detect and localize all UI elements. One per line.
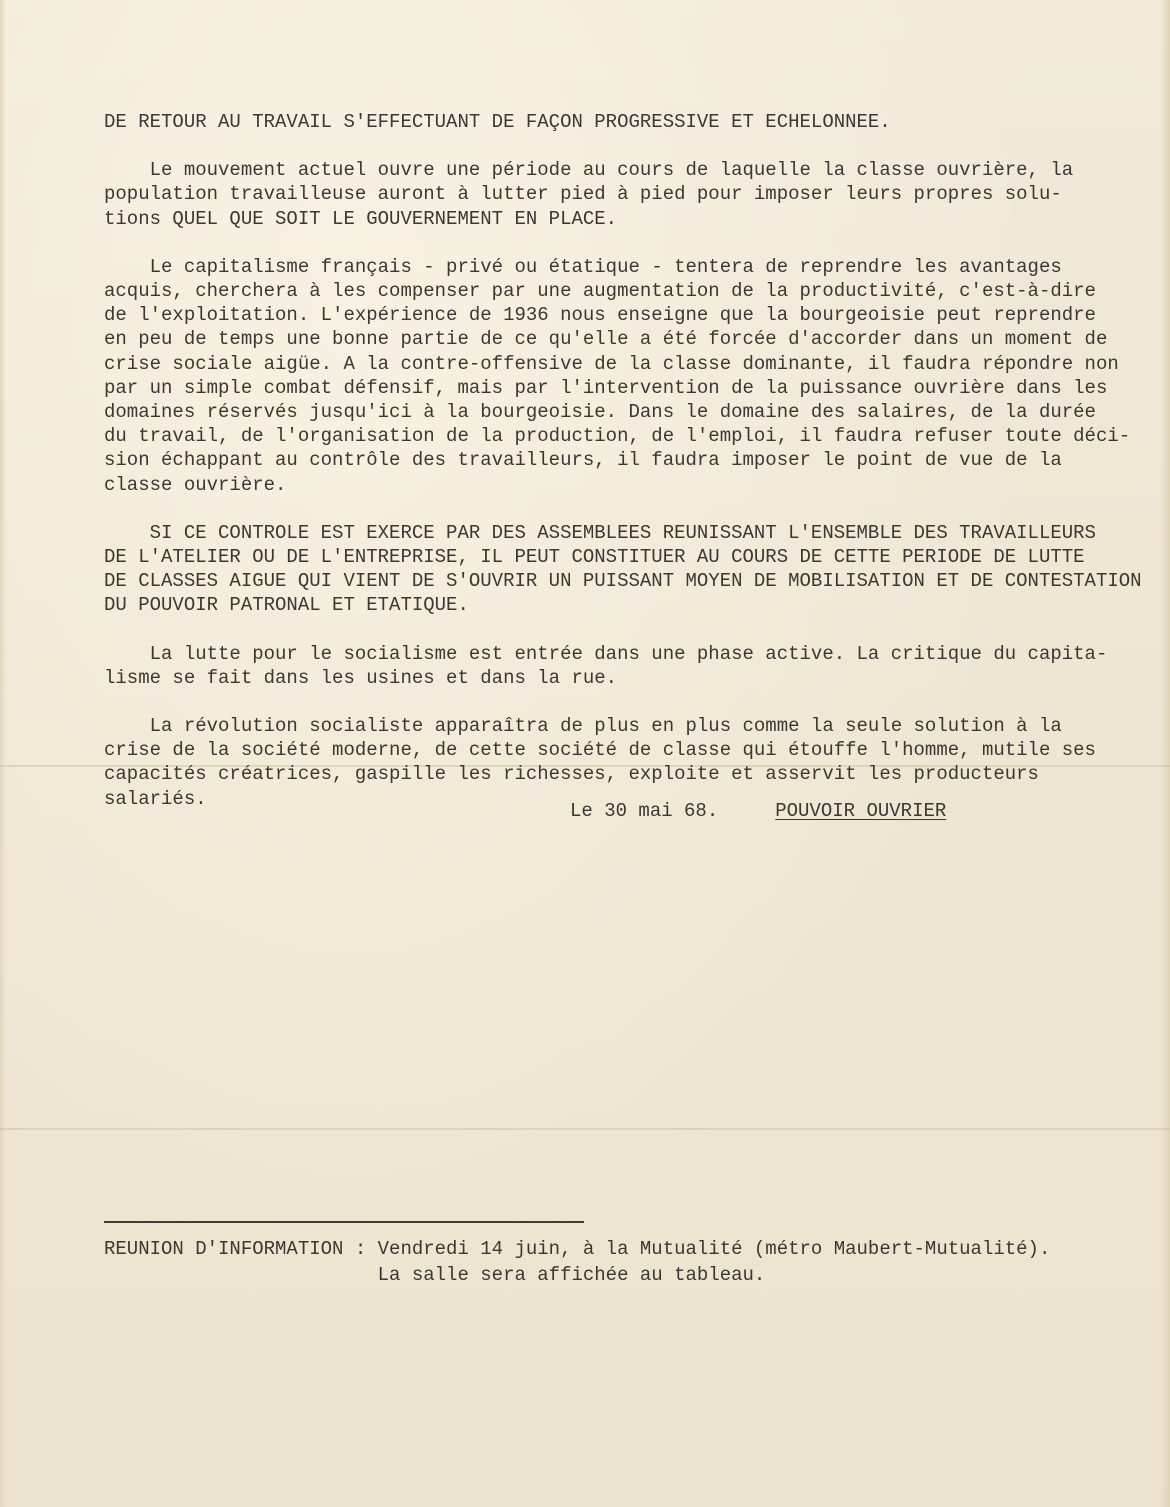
paper-edge-right [1160,0,1170,1507]
paragraph-socialism: La lutte pour le socialisme est entrée dans une phase active. La critique du capita- lisme se fait dans les usines et dans la rue. [104,642,1108,689]
opening-line: DE RETOUR AU TRAVAIL S'EFFECTUANT DE FAÇON PROGRESSIVE ET ECHELONNEE. [104,111,891,133]
divider-rule [104,1221,584,1223]
signature-organization: POUVOIR OUVRIER [775,800,947,822]
paper-edge-left [0,0,6,1507]
document-body [104,110,1142,835]
meeting-line-1: REUNION D'INFORMATION : Vendredi 14 juin, à la Mutualité (métro Maubert-Mutualité). [104,1238,1051,1260]
paper-fold-line [0,1128,1170,1130]
signature-date: Le 30 mai 68. [570,800,719,822]
meeting-line-2: La salle sera affichée au tableau. [104,1264,766,1286]
paragraph-capitalism: Le capitalisme français - privé ou étatique - tentera de reprendre les avantages acquis, cherchera à les compenser par une augmentation de la productivité, c'est-à-dire de l'exploitation. L'expérience de 1936 nous enseigne que la bourgeoisie peut reprendre en peu de temps une bonne partie de ce qu'elle a été forcée d'accorder dans un moment de crise sociale aigüe. A la contre-offensive de la classe dominante, il faudra répondre non par un simple combat défensif, mais par l'intervention de la puissance ouvrière dans les domaines réservés jusqu'ici à la bourgeoisie. Dans le domaine des salaires, de la durée du travail, de l'organisation de la production, de l'emploi, il faudra refuser toute déci- sion échappant au contrôle des travailleurs, il faudra imposer le point de vue de la classe ouvrière. [104,255,1131,496]
paragraph-control: SI CE CONTROLE EST EXERCE PAR DES ASSEMBLEES REUNISSANT L'ENSEMBLE DES TRAVAILLEURS DE L'ATELIER OU DE L'ENTREPRISE, IL PEUT CONSTITUER AU COURS DE CETTE PERIODE DE LUTTE DE CLASSES AIGUE QUI VIENT DE S'OUVRIR UN PUISSANT MOYEN DE MOBILISATION ET DE CONTESTATION DU POUVOIR PATRONAL ET ETATIQUE. [104,521,1142,617]
signature-block [570,800,946,822]
paragraph-revolution: La révolution socialiste apparaîtra de plus en plus comme la seule solution à la crise de la société moderne, de cette société de classe qui étouffe l'homme, mutile ses capacités créatrices, gaspille les richesses, exploite et asservit les producteurs salariés. [104,715,1096,810]
paragraph-movement: Le mouvement actuel ouvre une période au cours de laquelle la classe ouvrière, la population travailleuse auront à lutter pied à pied pour imposer leurs propres solu- tions QUEL QUE SOIT LE GOUVERNEMENT EN PLACE. [104,159,1074,230]
meeting-notice [104,1236,1050,1288]
